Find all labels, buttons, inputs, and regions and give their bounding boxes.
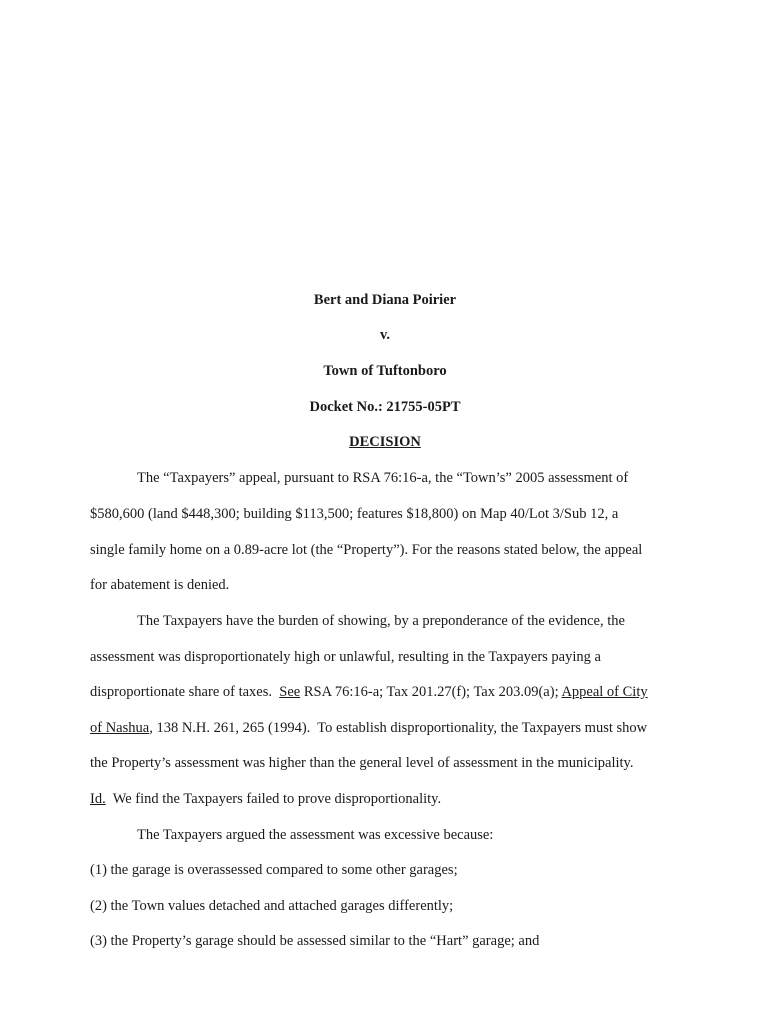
text-run: disproportionate share of taxes. (90, 684, 280, 700)
paragraph-2-line-1: The Taxpayers have the burden of showing, by a preponderance of the evidence, the (137, 613, 625, 629)
paragraph-1-line-1: The “Taxpayers” appeal, pursuant to RSA 76:16-a, the “Town’s” 2005 assessment of (137, 470, 629, 486)
paragraph-1-line-3: single family home on a 0.89-acre lot (the “Property”). For the reasons stated below, the appeal (90, 542, 643, 558)
list-item: (1) the garage is overassessed compared to some other garages; (90, 862, 458, 878)
case-citation: of Nashua (90, 720, 150, 736)
text-run: RSA 76:16-a; Tax 201.27(f); Tax 203.09(a); (300, 684, 562, 700)
paragraph-2-line-2: assessment was disproportionately high or unlawful, resulting in the Taxpayers paying a (90, 649, 601, 665)
see-signal: See (279, 684, 301, 700)
versus-label: v. (379, 327, 391, 343)
id-signal: Id. (90, 791, 106, 807)
text-run: We find the Taxpayers failed to prove disproportionality. (105, 791, 442, 807)
paragraph-1-line-2: $580,600 (land $448,300; building $113,500; features $18,800) on Map 40/Lot 3/Sub 12, a (90, 506, 619, 522)
paragraph-3-intro: The Taxpayers argued the assessment was excessive because: (137, 827, 494, 843)
case-citation: Appeal of City (561, 684, 648, 700)
party-name-taxpayers: Bert and Diana Poirier (313, 292, 457, 308)
decision-heading: DECISION (349, 434, 421, 450)
paragraph-2-line-3 (90, 683, 648, 701)
text-run: , 138 N.H. 261, 265 (1994). To establish disproportionality, the Taxpayers must show (149, 720, 648, 736)
list-item: (3) the Property’s garage should be assessed similar to the “Hart” garage; and (90, 933, 540, 949)
party-name-town: Town of Tuftonboro (323, 363, 447, 379)
paragraph-2-line-5: the Property’s assessment was higher than the general level of assessment in the municipality. (90, 755, 634, 771)
paragraph-2-line-4 (90, 719, 647, 737)
paragraph-2-line-6 (90, 790, 441, 808)
list-item: (2) the Town values detached and attached garages differently; (90, 898, 454, 914)
docket-number: Docket No.: 21755-05PT (309, 399, 461, 415)
paragraph-1-line-4: for abatement is denied. (90, 577, 230, 593)
